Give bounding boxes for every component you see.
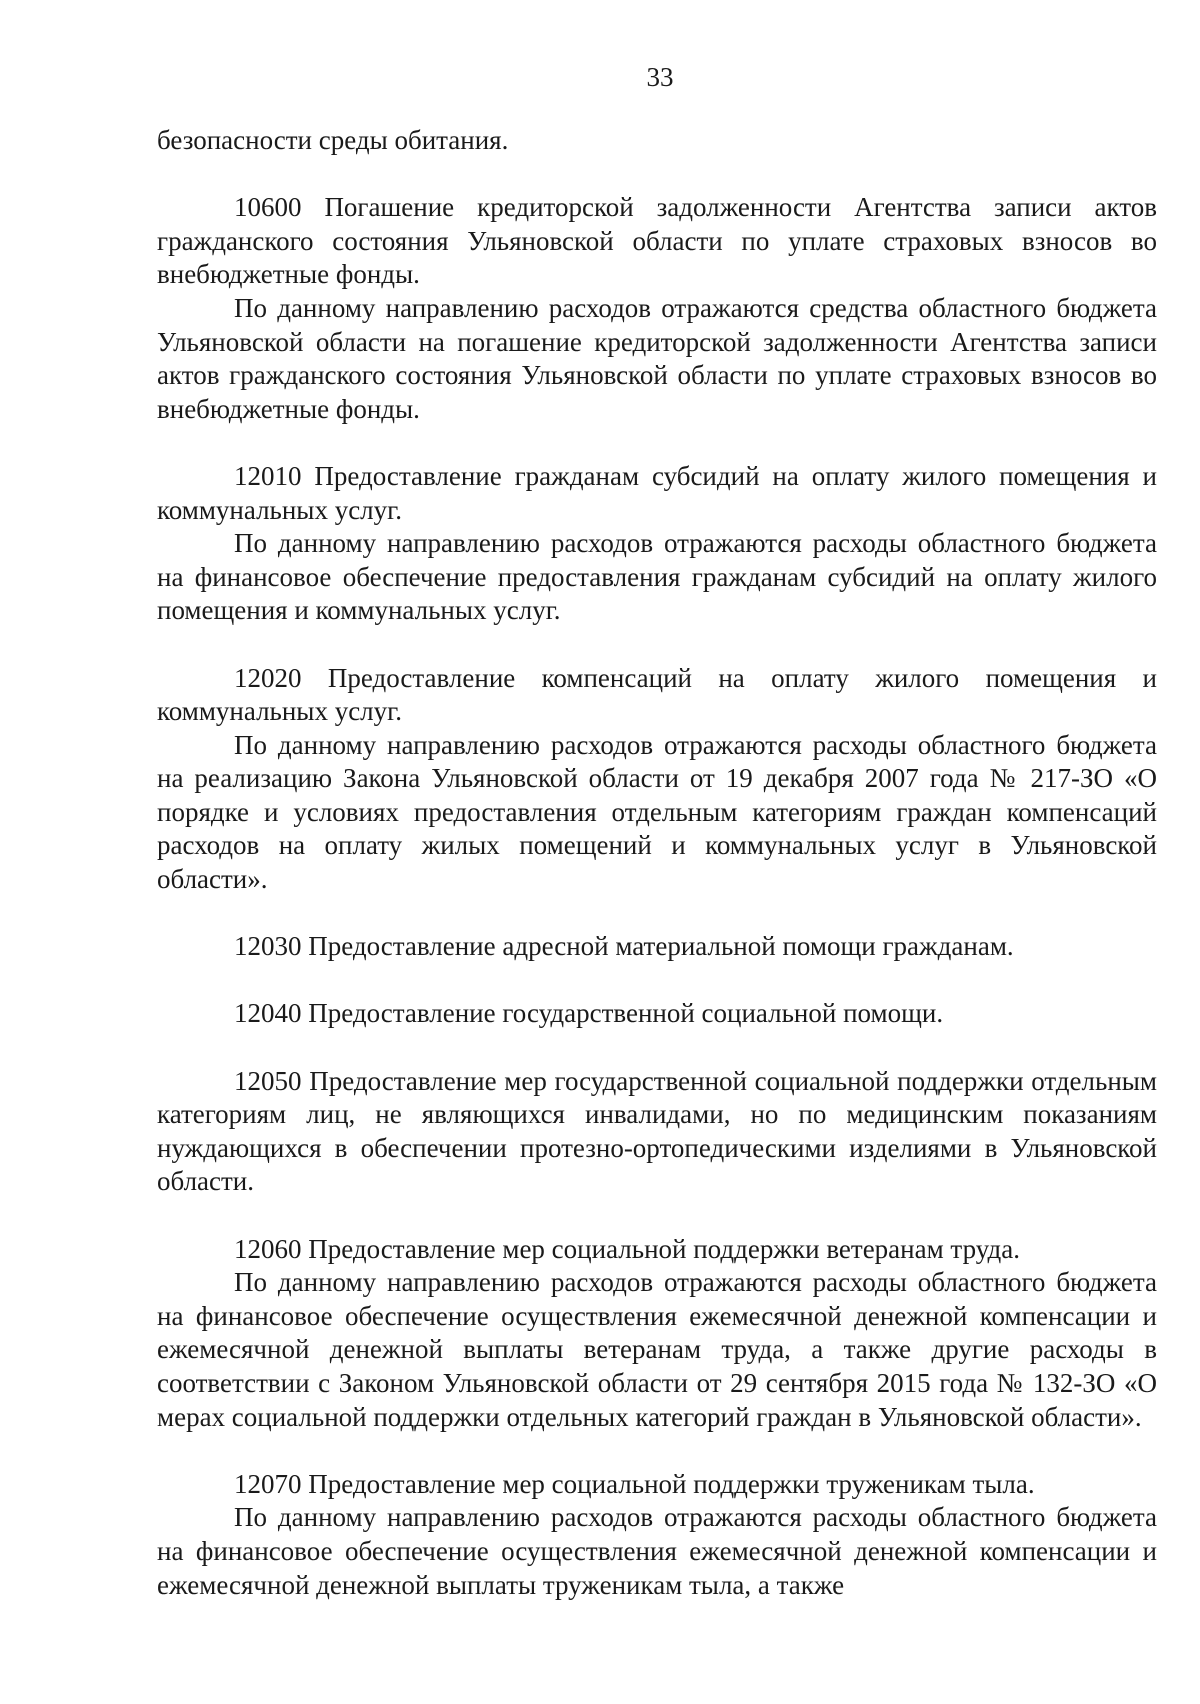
document-body xyxy=(157,124,1157,1602)
section-heading-12060: 12060 Предоставление мер социальной поддержки ветеранам труда. xyxy=(234,1233,1020,1264)
section-heading-12010: 12010 Предоставление гражданам субсидий на оплату жилого помещения и коммунальных услуг. xyxy=(157,460,1157,525)
section-heading-12070: 12070 Предоставление мер социальной поддержки труженикам тыла. xyxy=(234,1468,1035,1499)
paragraph: безопасности среды обитания. xyxy=(157,125,509,155)
paragraph: По данному направлению расходов отражаются расходы областного бюджета на реализацию Закона Ульяновской области от 19 декабря 2007 года № 217-ЗО «О порядке и условиях предоставления отдельным категориям граждан компенсаций расходов на оплату жилых помещений и коммунальных услуг в Ульяновской области». xyxy=(157,729,1157,895)
section-heading-12040: 12040 Предоставление государственной социальной помощи. xyxy=(234,998,944,1029)
paragraph: По данному направлению расходов отражаются расходы областного бюджета на финансовое обеспечение осуществления ежемесячной денежной компенсации и ежемесячной денежной выплаты ветеранам труда, а также другие расходы в соответствии с Законом Ульяновской области от 29 сентября 2015 года № 132-ЗО «О мерах социальной поддержки отдельных категорий граждан в Ульяновской области». xyxy=(157,1267,1157,1432)
paragraph: По данному направлению расходов отражаются расходы областного бюджета на финансовое обеспечение предоставления гражданам субсидий на оплату жилого помещения и коммунальных услуг. xyxy=(157,528,1157,626)
page-number: 33 xyxy=(646,62,674,92)
section-heading-12050: 12050 Предоставление мер государственной социальной поддержки отдельным категориям лиц, не являющихся инвалидами, но по медицинским показаниям нуждающихся в обеспечении протезно-ортопедическими изделиями в Ульяновской области. xyxy=(157,1065,1157,1197)
section-heading-12030: 12030 Предоставление адресной материальной помощи гражданам. xyxy=(234,931,1014,962)
section-heading-10600: 10600 Погашение кредиторской задолженности Агентства записи актов гражданского состояния Ульяновской области по уплате страховых взносов во внебюджетные фонды. xyxy=(157,192,1157,290)
paragraph: По данному направлению расходов отражаются расходы областного бюджета на финансовое обеспечение осуществления ежемесячной денежной компенсации и ежемесячной денежной выплаты труженикам тыла, а также xyxy=(157,1502,1157,1600)
section-heading-12020: 12020 Предоставление компенсаций на оплату жилого помещения и коммунальных услуг. xyxy=(157,662,1157,727)
paragraph: По данному направлению расходов отражаются средства областного бюджета Ульяновской области на погашение кредиторской задолженности Агентства записи актов гражданского состояния Ульяновской области по уплате страховых взносов во внебюджетные фонды. xyxy=(157,292,1157,424)
